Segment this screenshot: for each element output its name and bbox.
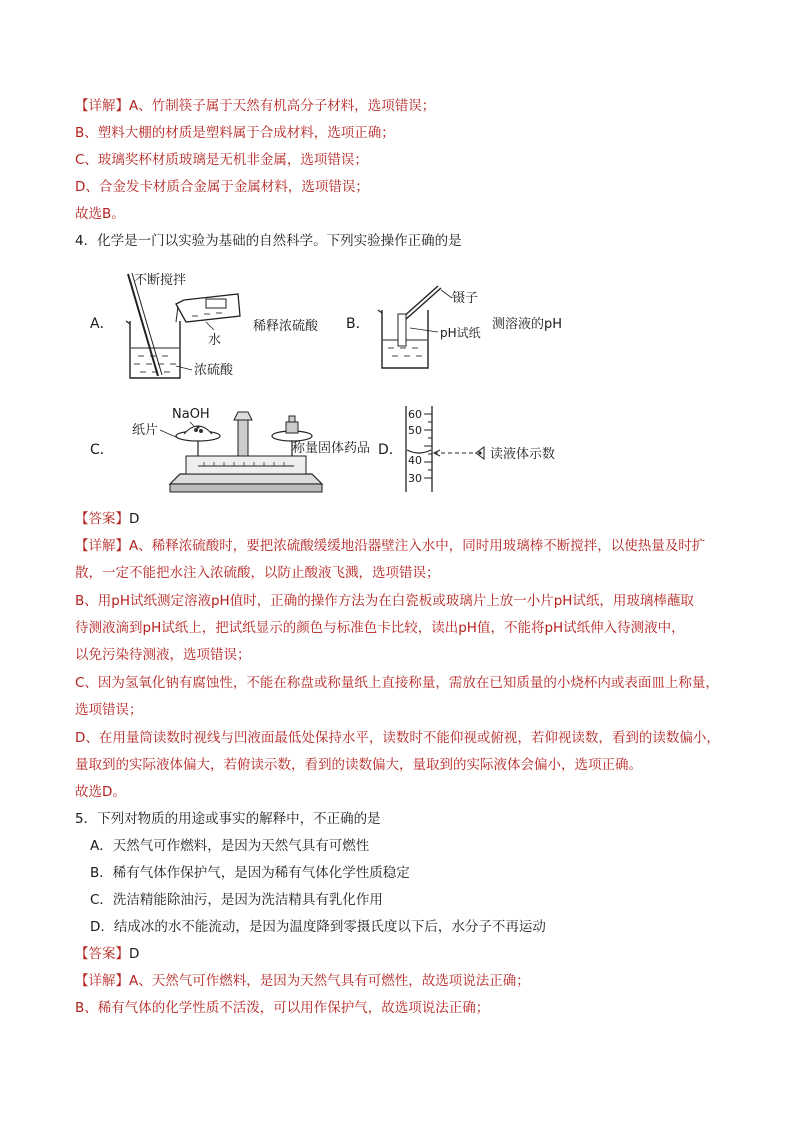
- q4-answer: 【答案】D: [75, 511, 140, 527]
- tweezers-label: 镊子: [452, 291, 479, 306]
- prev-detail-line-2: B、塑料大棚的材质是塑料属于合成材料，选项正确；: [75, 125, 395, 141]
- prev-detail-line-3: C、玻璃奖杯材质玻璃是无机非金属，选项错误；: [75, 152, 368, 168]
- option-a-letter: A．: [90, 316, 114, 332]
- answer-tag: 【答案】: [75, 946, 129, 962]
- tick-40: 40: [408, 454, 422, 467]
- q4-detail-line-5: 以免污染待测液，选项错误；: [75, 647, 251, 663]
- q5-detail-line-2: B、稀有气体的化学性质不活泼，可以用作保护气，故选项说法正确；: [75, 1000, 490, 1016]
- detail-tag: 【详解】: [75, 538, 129, 554]
- stir-label: 不断搅拌: [134, 273, 187, 288]
- answer-tag: 【答案】: [75, 511, 129, 527]
- q4-detail-line-1: 【详解】A、稀释浓硫酸时，要把浓硫酸缓缓地沿器壁注入水中，同时用玻璃棒不断搅拌，以使热量及时扩: [75, 538, 706, 554]
- option-c-letter: C．: [90, 442, 114, 458]
- figure-option-d: [376, 404, 596, 494]
- q4-stem: 4．化学是一门以实验为基础的自然科学。下列实验操作正确的是: [75, 233, 462, 249]
- prev-detail-line-1: 【详解】A、竹制筷子属于天然有机高分子材料，选项错误；: [75, 98, 436, 114]
- q5-option-b: B．稀有气体作保护气，是因为稀有气体化学性质稳定: [90, 865, 410, 881]
- eye-icon: [478, 451, 481, 454]
- figure-option-b: [344, 284, 584, 374]
- q4-detail-line-6: C、因为氢氧化钠有腐蚀性，不能在称盘或称量纸上直接称量，需放在已知质量的小烧杯内或表面皿上称量，: [75, 675, 719, 691]
- option-b-caption: 测溶液的pH: [492, 317, 563, 332]
- detail-tag: 【详解】: [75, 98, 129, 114]
- q5-stem: 5．下列对物质的用途或事实的解释中，不正确的是: [75, 811, 381, 827]
- option-d-letter: D．: [378, 442, 403, 458]
- q4-conclusion: 故选D。: [75, 784, 126, 800]
- ph-paper-label: pH试纸: [440, 326, 481, 340]
- q4-detail-line-8: D、在用量筒读数时视线与凹液面最低处保持水平，读数时不能仰视或俯视，若仰视读数，看到的读数偏小，: [75, 730, 720, 746]
- tick-30: 30: [408, 472, 422, 485]
- tick-60: 60: [408, 408, 422, 421]
- figure-option-c: [88, 404, 388, 500]
- acid-label: 浓硫酸: [194, 363, 234, 378]
- option-b-letter: B．: [346, 316, 370, 332]
- option-d-caption: 读液体示数: [490, 447, 556, 462]
- paper-label: 纸片: [132, 423, 159, 438]
- q4-detail-line-7: 选项错误；: [75, 702, 143, 718]
- q5-detail-line-1: 【详解】A、天然气可作燃料，是因为天然气具有可燃性，故选项说法正确；: [75, 973, 530, 989]
- q5-option-c: C．洗洁精能除油污，是因为洗洁精具有乳化作用: [90, 892, 383, 908]
- naoh-label: NaOH: [172, 407, 210, 422]
- q5-option-d: D．结成冰的水不能流动，是因为温度降到零摄氏度以下后，水分子不再运动: [90, 919, 546, 935]
- q4-detail-line-4: 待测液滴到pH试纸上，把试纸显示的颜色与标准色卡比较，读出pH值，不能将pH试纸伸入待测液中，: [75, 620, 685, 636]
- q4-detail-line-2: 散，一定不能把水注入浓硫酸，以防止酸液飞溅，选项错误；: [75, 565, 440, 581]
- option-c-caption: 称量固体药品: [292, 441, 371, 456]
- water-label: 水: [208, 333, 222, 348]
- tick-50: 50: [408, 424, 422, 437]
- prev-conclusion: 故选B。: [75, 206, 125, 222]
- q5-answer: 【答案】D: [75, 946, 140, 962]
- option-a-caption: 稀释浓硫酸: [253, 319, 319, 334]
- q5-option-a: A．天然气可作燃料，是因为天然气具有可燃性: [90, 838, 370, 854]
- q4-detail-line-3: B、用pH试纸测定溶液pH值时，正确的操作方法为在白瓷板或玻璃片上放一小片pH试纸，用玻璃棒蘸取: [75, 593, 694, 609]
- q4-detail-line-9: 量取到的实际液体偏大，若俯读示数，看到的读数偏大，量取到的实际液体会偏小，选项正确。: [75, 757, 642, 773]
- detail-tag: 【详解】: [75, 973, 129, 989]
- prev-detail-line-4: D、合金发卡材质合金属于金属材料，选项错误；: [75, 179, 369, 195]
- figure-option-a: [88, 266, 338, 381]
